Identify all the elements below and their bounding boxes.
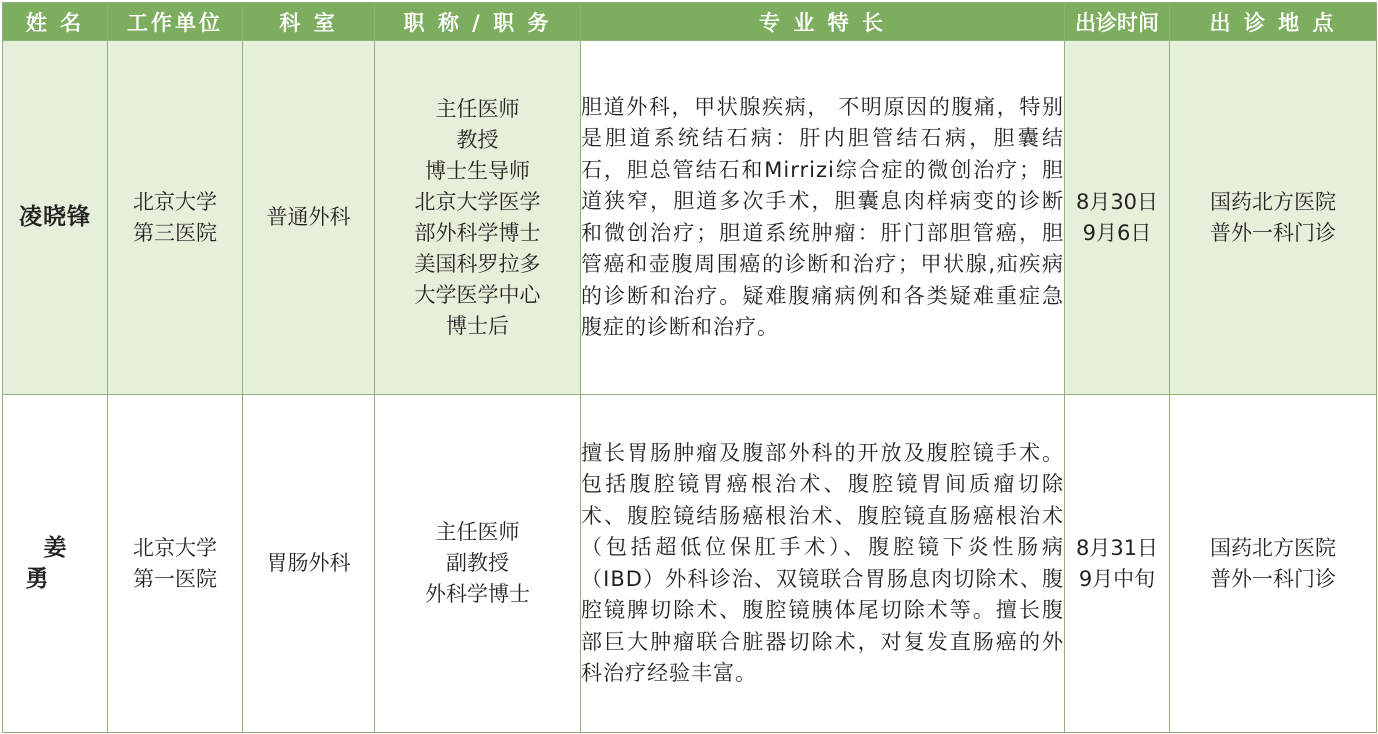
title-line: 美国科罗拉多: [414, 251, 541, 276]
doctor-name: 凌晓锋: [3, 41, 108, 395]
specialty: 胆道外科，甲状腺疾病， 不明原因的腹痛，特别是胆道系统结石病：肝内胆管结石病，胆囊结石，胆总管结石和Mirrizi综合症的微创治疗；胆道狭窄，胆道多次手术，胆囊息肉样病变的诊断和微创治疗；胆道系统肿瘤：肝门部胆管癌，胆管癌和壶腹周围癌的诊断和治疗；甲状腺,疝疾病的诊断和治疗。疑难腹痛病例和各类疑难重症急腹症的诊断和治疗。: [581, 41, 1065, 395]
title-line: 外科学博士: [425, 582, 530, 606]
title: [375, 395, 581, 733]
work-unit: [108, 41, 243, 395]
title-line: 主任医师: [435, 520, 520, 544]
work-unit-line: 第三医院: [133, 220, 217, 245]
header-row: [3, 3, 1377, 41]
visit-location-line: 国药北方医院: [1210, 189, 1336, 214]
table-row: [3, 41, 1377, 395]
title-line: 副教授: [446, 551, 509, 575]
header-visit-time: 出诊时间: [1065, 3, 1170, 41]
doctor-name: [3, 395, 108, 733]
doctor-name-text: 姜勇: [25, 534, 103, 592]
visit-time-line: 9月6日: [1082, 220, 1152, 245]
visit-time-line: 8月30日: [1075, 189, 1159, 214]
header-work-unit: 工作单位: [108, 3, 243, 41]
header-department: 科 室: [243, 3, 375, 41]
visit-location-line: 普外一科门诊: [1210, 566, 1336, 591]
work-unit: [108, 395, 243, 733]
title-line: 教授: [456, 127, 499, 152]
visit-time: [1065, 41, 1170, 395]
visit-location-line: 普外一科门诊: [1210, 220, 1336, 245]
title-line: 博士生导师: [425, 158, 530, 183]
department: 普通外科: [243, 41, 375, 395]
visit-location: [1170, 395, 1377, 733]
header-visit-location: 出 诊 地 点: [1170, 3, 1377, 41]
department: 胃肠外科: [243, 395, 375, 733]
visit-time-line: 8月31日: [1075, 535, 1159, 560]
work-unit-line: 北京大学: [133, 535, 217, 560]
title-line: 博士后: [446, 313, 509, 338]
title-line: 主任医师: [435, 96, 520, 121]
table-row: [3, 395, 1377, 733]
visit-time: [1065, 395, 1170, 733]
title-line: 部外科学博士: [414, 220, 541, 245]
header-name: 姓 名: [3, 3, 108, 41]
doctor-schedule-table: [2, 2, 1377, 733]
specialty: 擅长胃肠肿瘤及腹部外科的开放及腹腔镜手术。包括腹腔镜胃癌根治术、腹腔镜胃间质瘤切除术、腹腔镜结肠癌根治术、腹腔镜直肠癌根治术（包括超低位保肛手术）、腹腔镜下炎性肠病（IBD）外科诊治、双镜联合胃肠息肉切除术、腹腔镜脾切除术、腹腔镜胰体尾切除术等。擅长腹部巨大肿瘤联合脏器切除术，对复发直肠癌的外科治疗经验丰富。: [581, 395, 1065, 733]
visit-location-line: 国药北方医院: [1210, 535, 1336, 560]
title: [375, 41, 581, 395]
title-line: 北京大学医学: [414, 189, 541, 214]
visit-location: [1170, 41, 1377, 395]
work-unit-line: 第一医院: [133, 566, 217, 591]
header-title: 职 称 / 职 务: [375, 3, 581, 41]
visit-time-line: 9月中旬: [1078, 566, 1156, 591]
work-unit-line: 北京大学: [133, 189, 217, 214]
header-specialty: 专 业 特 长: [581, 3, 1065, 41]
title-line: 大学医学中心: [414, 282, 541, 307]
